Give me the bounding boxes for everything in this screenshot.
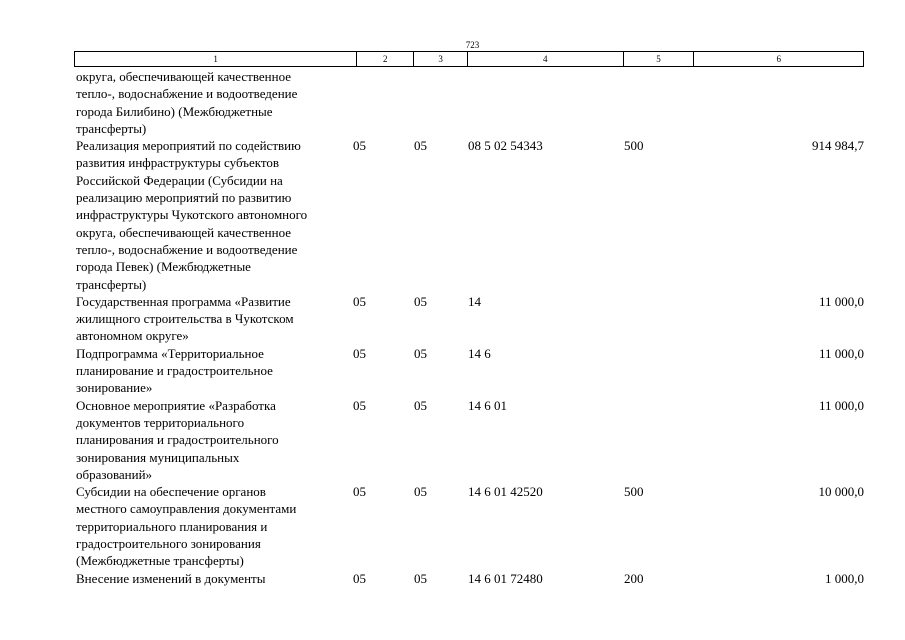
row-description: округа, обеспечивающей качественное тепло-, водоснабжение и водоотведение города Билибино) (Межбюджетные трансферты) [76,69,298,136]
header-col-6: 6 [776,54,781,64]
row-description: Государственная программа «Развитие жилищного строительства в Чукотском автономном округе» [76,293,294,344]
row-target-code: 14 6 01 [468,397,507,413]
page-number: 723 [465,40,480,50]
table-body [74,68,864,587]
row-expense-type: 200 [624,570,644,586]
row-subsection: 05 [414,397,427,413]
row-description: Основное мероприятие «Разработка документов территориального планирования и градостроительного зонирования муниципальных образований» [76,397,279,482]
table-row [74,397,864,483]
row-subsection: 05 [414,484,427,500]
row-target-code: 14 [468,293,481,309]
row-section: 05 [353,293,366,309]
row-subsection: 05 [414,345,427,361]
row-subsection: 05 [414,138,427,154]
row-expense-type: 500 [624,138,644,154]
row-subsection: 05 [414,570,427,586]
header-col-4: 4 [468,52,624,66]
table-row [74,68,864,137]
row-subsection: 05 [414,293,427,309]
row-amount: 1 000,0 [825,570,864,586]
row-description: Подпрограмма «Территориальное планирование и градостроительное зонирование» [76,345,273,396]
row-description: Внесение изменений в документы [76,570,266,586]
row-target-code: 08 5 02 54343 [468,138,543,154]
table-row [74,137,864,293]
row-section: 05 [353,570,366,586]
row-amount: 11 000,0 [818,345,864,361]
row-section: 05 [353,138,366,154]
header-col-3: 3 [414,52,468,66]
row-target-code: 14 6 01 72480 [468,570,543,586]
table-header [74,51,864,67]
row-section: 05 [353,345,366,361]
table-row [74,293,864,345]
header-col-5: 5 [624,52,695,66]
header-col-2: 2 [357,52,414,66]
row-amount: 10 000,0 [818,484,864,500]
row-target-code: 14 6 [468,345,491,361]
table-row [74,483,864,569]
table-row [74,345,864,397]
row-description: Реализация мероприятий по содействию развития инфраструктуры субъектов Российской Федерации (Субсидии на реализацию мероприятий по развитию инфраструктуры Чукотского автономного округа, обеспечивающей качественное тепло-, водоснабжение и водоотведение города Певек) (Межбюджетные трансферты) [76,138,308,292]
row-amount: 914 984,7 [812,138,864,154]
row-amount: 11 000,0 [818,397,864,413]
row-description: Субсидии на обеспечение органов местного самоуправления документами территориального планирования и градостроительного зонирования (Межбюджетные трансферты) [76,484,297,569]
row-section: 05 [353,484,366,500]
row-expense-type: 500 [624,484,644,500]
table-row [74,570,864,587]
row-amount: 11 000,0 [818,293,864,309]
row-target-code: 14 6 01 42520 [468,484,543,500]
header-col-1: 1 [75,52,357,66]
row-section: 05 [353,397,366,413]
